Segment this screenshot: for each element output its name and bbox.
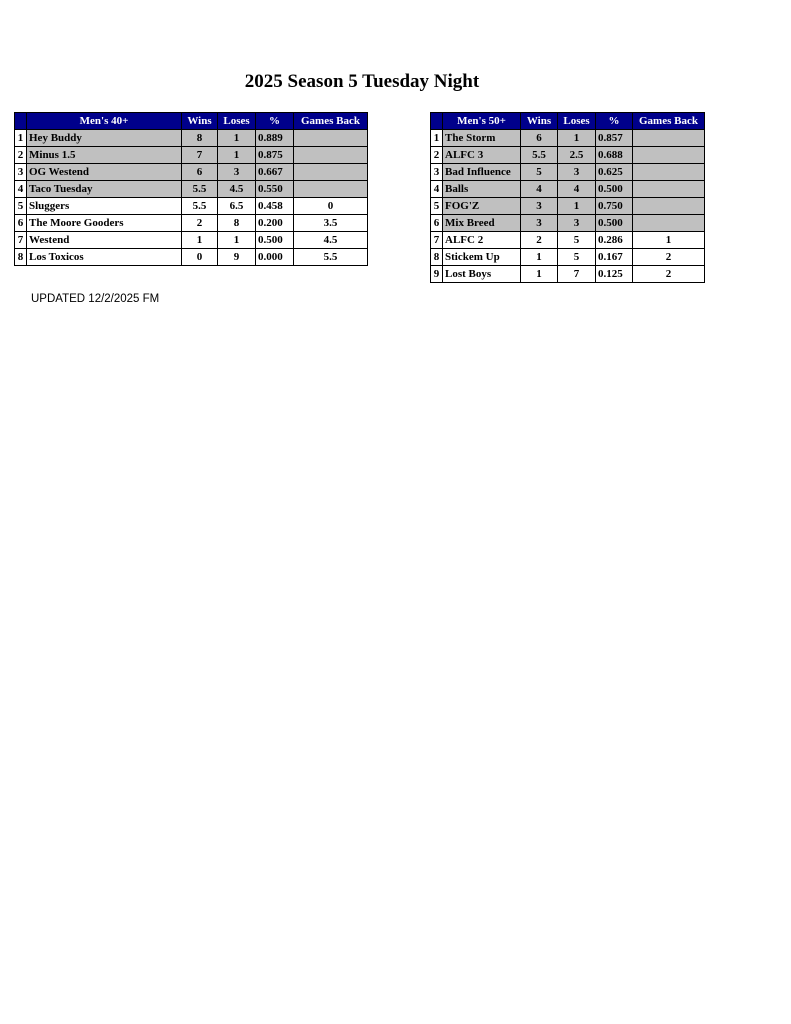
table-row [15, 130, 368, 147]
games-back-cell [294, 164, 368, 181]
team-name-cell: Hey Buddy [27, 130, 182, 147]
team-name-cell: The Moore Gooders [27, 215, 182, 232]
wins-cell: 2 [182, 215, 218, 232]
loses-cell: 1 [558, 130, 596, 147]
table-row [15, 164, 368, 181]
percent-cell: 0.000 [256, 249, 294, 266]
percent-cell: 0.500 [596, 181, 633, 198]
games-back-cell: 1 [633, 232, 705, 249]
rank-cell: 8 [15, 249, 27, 266]
header-games-back: Games Back [294, 113, 368, 130]
games-back-cell [633, 198, 705, 215]
games-back-cell: 2 [633, 266, 705, 283]
table-row [431, 181, 705, 198]
team-name-cell: Minus 1.5 [27, 147, 182, 164]
percent-cell: 0.500 [596, 215, 633, 232]
header-wins: Wins [182, 113, 218, 130]
table-row [15, 147, 368, 164]
team-name-cell: Sluggers [27, 198, 182, 215]
loses-cell: 3 [558, 215, 596, 232]
table-row [15, 232, 368, 249]
team-name-cell: Westend [27, 232, 182, 249]
games-back-cell [633, 215, 705, 232]
percent-cell: 0.857 [596, 130, 633, 147]
header-division: Men's 40+ [27, 113, 182, 130]
wins-cell: 4 [521, 181, 558, 198]
standings-table-mens-40 [14, 112, 368, 266]
updated-note: UPDATED 12/2/2025 FM [31, 293, 160, 305]
loses-cell: 5 [558, 249, 596, 266]
percent-cell: 0.667 [256, 164, 294, 181]
loses-cell: 7 [558, 266, 596, 283]
table-row [431, 130, 705, 147]
rank-cell: 2 [15, 147, 27, 164]
wins-cell: 5.5 [182, 181, 218, 198]
loses-cell: 1 [218, 130, 256, 147]
loses-cell: 2.5 [558, 147, 596, 164]
table-row [431, 266, 705, 283]
rank-cell: 1 [431, 130, 443, 147]
table-row [15, 198, 368, 215]
rank-cell: 4 [15, 181, 27, 198]
header-loses: Loses [218, 113, 256, 130]
wins-cell: 1 [521, 266, 558, 283]
table-row [431, 232, 705, 249]
rank-cell: 9 [431, 266, 443, 283]
wins-cell: 3 [521, 198, 558, 215]
loses-cell: 3 [218, 164, 256, 181]
rank-cell: 7 [431, 232, 443, 249]
team-name-cell: Balls [443, 181, 521, 198]
wins-cell: 5.5 [182, 198, 218, 215]
table-row [431, 147, 705, 164]
rank-cell: 1 [15, 130, 27, 147]
rank-cell: 5 [431, 198, 443, 215]
percent-cell: 0.167 [596, 249, 633, 266]
games-back-cell: 0 [294, 198, 368, 215]
wins-cell: 3 [521, 215, 558, 232]
rank-cell: 5 [15, 198, 27, 215]
wins-cell: 5.5 [521, 147, 558, 164]
games-back-cell: 3.5 [294, 215, 368, 232]
header-rank-cell [15, 113, 27, 130]
rank-cell: 6 [15, 215, 27, 232]
wins-cell: 6 [182, 164, 218, 181]
team-name-cell: FOG'Z [443, 198, 521, 215]
percent-cell: 0.688 [596, 147, 633, 164]
percent-cell: 0.875 [256, 147, 294, 164]
table-row [15, 249, 368, 266]
table-row [431, 215, 705, 232]
loses-cell: 1 [558, 198, 596, 215]
table-row [15, 181, 368, 198]
games-back-cell [633, 147, 705, 164]
rank-cell: 4 [431, 181, 443, 198]
loses-cell: 9 [218, 249, 256, 266]
team-name-cell: OG Westend [27, 164, 182, 181]
header-percent: % [596, 113, 633, 130]
rank-cell: 8 [431, 249, 443, 266]
games-back-cell [294, 147, 368, 164]
loses-cell: 1 [218, 232, 256, 249]
team-name-cell: ALFC 2 [443, 232, 521, 249]
games-back-cell [633, 164, 705, 181]
team-name-cell: ALFC 3 [443, 147, 521, 164]
rank-cell: 2 [431, 147, 443, 164]
team-name-cell: Bad Influence [443, 164, 521, 181]
wins-cell: 0 [182, 249, 218, 266]
loses-cell: 1 [218, 147, 256, 164]
rank-cell: 3 [431, 164, 443, 181]
table-row [15, 215, 368, 232]
wins-cell: 2 [521, 232, 558, 249]
wins-cell: 8 [182, 130, 218, 147]
games-back-cell [633, 181, 705, 198]
rank-cell: 3 [15, 164, 27, 181]
percent-cell: 0.286 [596, 232, 633, 249]
standings-table-mens-50 [430, 112, 705, 283]
percent-cell: 0.458 [256, 198, 294, 215]
games-back-cell: 2 [633, 249, 705, 266]
table-header-row [15, 113, 368, 130]
table-row [431, 198, 705, 215]
percent-cell: 0.889 [256, 130, 294, 147]
percent-cell: 0.750 [596, 198, 633, 215]
games-back-cell [294, 130, 368, 147]
games-back-cell: 5.5 [294, 249, 368, 266]
rank-cell: 7 [15, 232, 27, 249]
table-row [431, 164, 705, 181]
wins-cell: 7 [182, 147, 218, 164]
percent-cell: 0.625 [596, 164, 633, 181]
loses-cell: 6.5 [218, 198, 256, 215]
wins-cell: 1 [182, 232, 218, 249]
header-rank-cell [431, 113, 443, 130]
rank-cell: 6 [431, 215, 443, 232]
header-division: Men's 50+ [443, 113, 521, 130]
team-name-cell: The Storm [443, 130, 521, 147]
loses-cell: 3 [558, 164, 596, 181]
header-loses: Loses [558, 113, 596, 130]
games-back-cell [633, 130, 705, 147]
team-name-cell: Stickem Up [443, 249, 521, 266]
wins-cell: 5 [521, 164, 558, 181]
loses-cell: 4.5 [218, 181, 256, 198]
percent-cell: 0.550 [256, 181, 294, 198]
wins-cell: 1 [521, 249, 558, 266]
table-row [431, 249, 705, 266]
team-name-cell: Mix Breed [443, 215, 521, 232]
team-name-cell: Lost Boys [443, 266, 521, 283]
loses-cell: 4 [558, 181, 596, 198]
header-wins: Wins [521, 113, 558, 130]
header-percent: % [256, 113, 294, 130]
header-games-back: Games Back [633, 113, 705, 130]
wins-cell: 6 [521, 130, 558, 147]
team-name-cell: Taco Tuesday [27, 181, 182, 198]
team-name-cell: Los Toxicos [27, 249, 182, 266]
percent-cell: 0.125 [596, 266, 633, 283]
percent-cell: 0.200 [256, 215, 294, 232]
games-back-cell: 4.5 [294, 232, 368, 249]
loses-cell: 8 [218, 215, 256, 232]
games-back-cell [294, 181, 368, 198]
table-header-row [431, 113, 705, 130]
loses-cell: 5 [558, 232, 596, 249]
page-title: 2025 Season 5 Tuesday Night [244, 71, 480, 92]
percent-cell: 0.500 [256, 232, 294, 249]
